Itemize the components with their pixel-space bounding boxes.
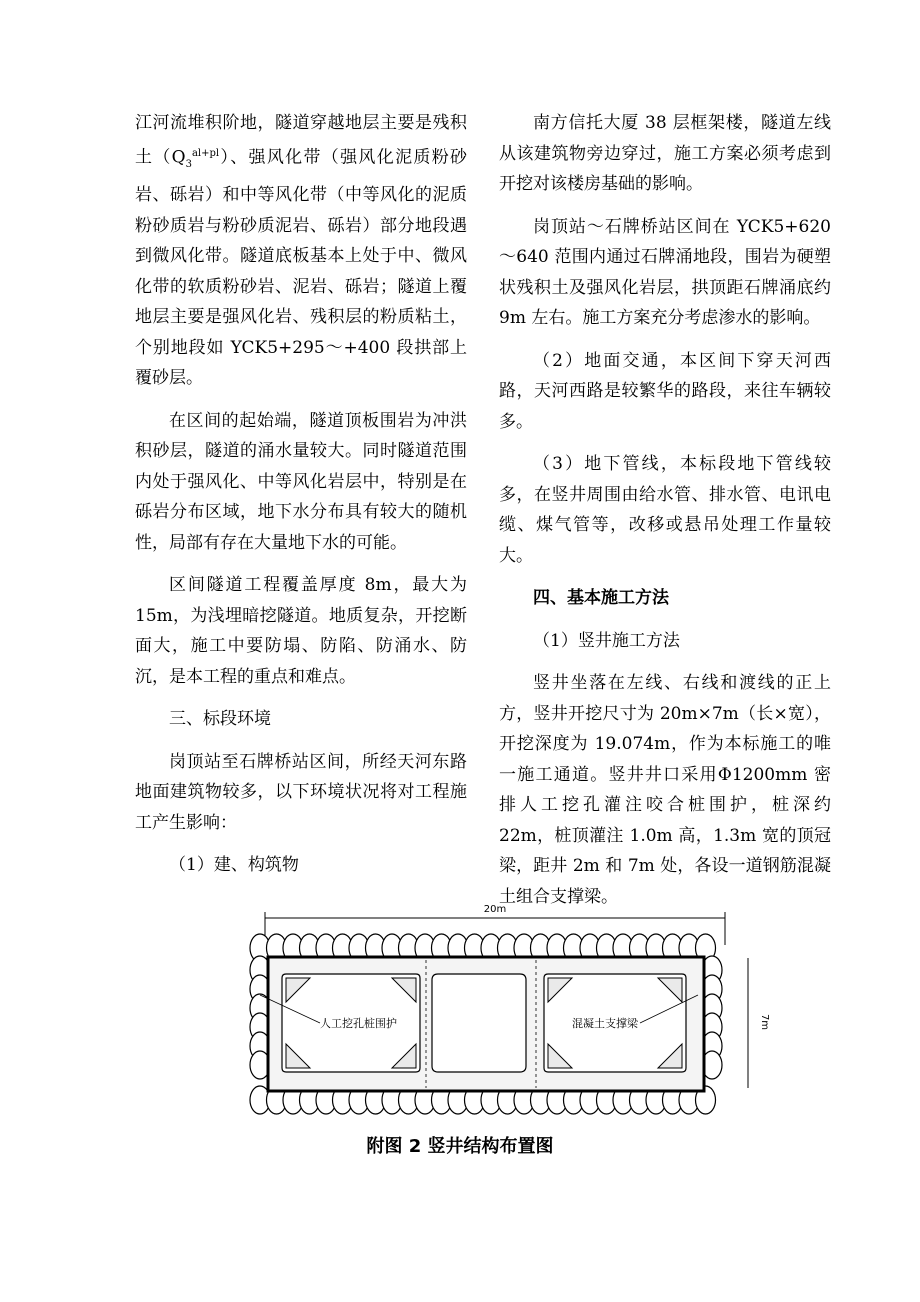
right-column [499, 108, 831, 924]
section-heading: 四、基本施工方法 [533, 588, 669, 608]
shaft-layout-figure [230, 900, 770, 1120]
label-left: 人工挖孔桩围护 [320, 1017, 397, 1030]
paragraph: 在区间的起始端，隧道顶板围岩为冲洪积砂层，隧道的涌水量较大。同时隧道范围内处于强风化、中等风化岩层中，特别是在砾岩分布区域，地下水分布具有较大的随机性，局部有存在大量地下水的可能。 [135, 410, 467, 553]
left-column [135, 108, 467, 893]
superscript: al+pl [191, 147, 220, 159]
paragraph: 区间隧道工程覆盖厚度 8m，最大为 15m，为浅埋暗挖隧道。地质复杂，开挖断面大，施工中要防塌、防陷、防涌水、防沉，是本工程的重点和难点。 [135, 575, 467, 687]
section-heading: 三、标段环境 [169, 709, 271, 730]
paragraph: （3）地下管线，本标段地下管线较多，在竖井周围由给水管、排水管、电讯电缆、煤气管等，改移或悬吊处理工作量较大。 [499, 454, 831, 566]
paragraph: 江河流堆积阶地，隧道穿越地层主要是残积土$(Q_3^{al+pl})$、强风化带（强风化泥质粉砂岩、砾岩）和中等风化带（中等风化的泥质粉砂质岩与粉砂质泥岩、砾岩）部分地段遇到微风化带。隧道底板基本上处于中、微风化带的软质粉砂岩、泥岩、砾岩；隧道上覆地层主要是强风化岩、残积层的粉质粘土，个别地段如 YCK5+295～+400 段拱部上覆砂层。 [135, 113, 468, 389]
figure-caption: 附图 2 竖井结构布置图 [366, 1136, 554, 1157]
width-dimension-label: 20m [483, 904, 507, 915]
label-right: 混凝土支撑梁 [572, 1017, 638, 1030]
paragraph: 岗顶站～石牌桥站区间在 YCK5+620～640 范围内通过石牌涌地段，围岩为硬塑状残积土及强风化岩层，拱顶距石牌涌底约 9m 左右。施工方案充分考虑渗水的影响。 [499, 216, 831, 328]
paragraph: 南方信托大厦 38 层框架楼，隧道左线从该建筑物旁边穿过，施工方案必须考虑到开挖对该楼房基础的影响。 [499, 113, 831, 194]
paragraph: 竖井坐落在左线、右线和渡线的正上方，竖井开挖尺寸为 20m×7m（长×宽），开挖深度为 19.074m，作为本标施工的唯一施工通道。竖井井口采用Φ1200mm 密排人工挖孔灌注咬合桩围护，桩深约 22m，桩顶灌注 1.0m 高，1.3m 宽的顶冠梁，距井 2m 和 7m 处，各设一道钢筋混凝土组合支撑梁。 [499, 673, 831, 907]
subsection-heading: （1）竖井施工方法 [533, 630, 680, 651]
paragraph: （2）地面交通，本区间下穿天河西路，天河西路是较繁华的路段，来往车辆较多。 [499, 350, 831, 432]
subscript: 3 [185, 158, 192, 170]
paragraph: 岗顶站至石牌桥站区间，所经天河东路地面建筑物较多，以下环境状况将对工程施工产生影响： [135, 751, 467, 833]
subsection-heading: （1）建、构筑物 [169, 855, 299, 876]
height-dimension-label: 7m [759, 1013, 770, 1031]
